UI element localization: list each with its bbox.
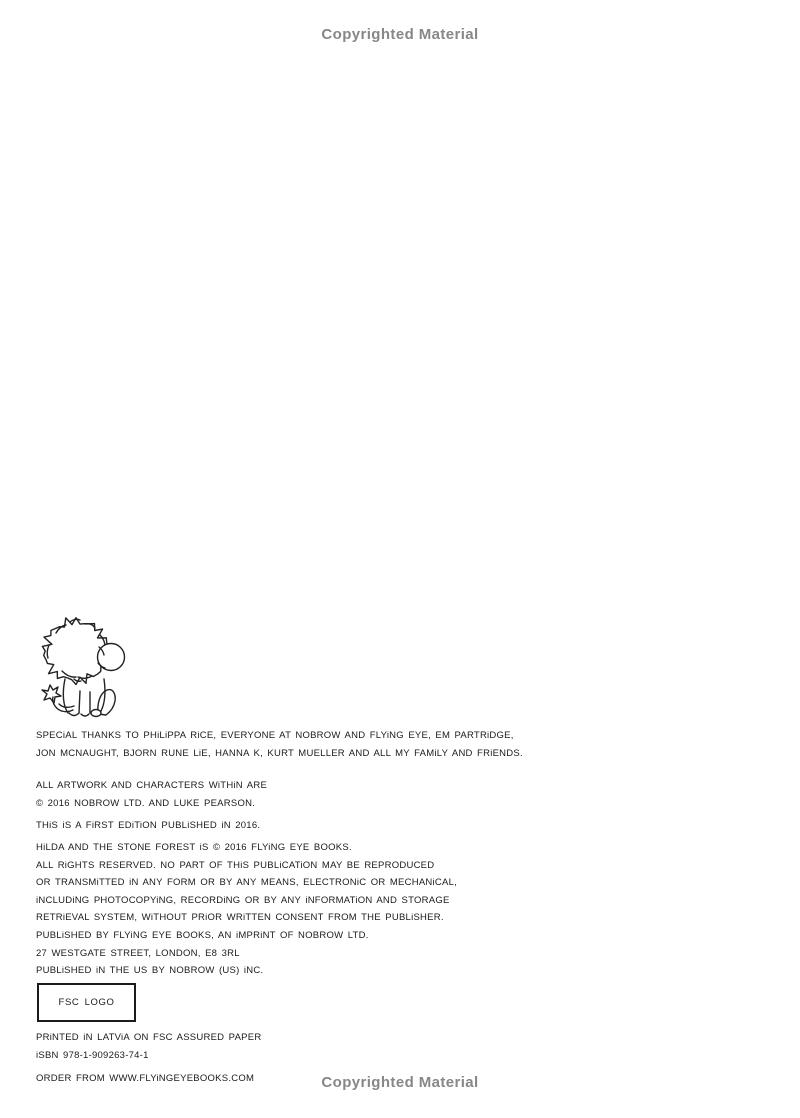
text-line: HiLDA AND THE STONE FOREST iS © 2016 FLYiNG EYE BOOKS. [36,842,352,853]
tail-inner-line [59,704,74,707]
text-line: ALL ARTWORK AND CHARACTERS WiTHiN ARE [36,780,268,791]
text-line: iNCLUDiNG PHOTOCOPYiNG, RECORDiNG OR BY ANY iNFORMATiON AND STORAGE [36,894,450,906]
fsc-logo-label: FSC LOGO [58,997,115,1008]
foot-right [91,710,101,717]
text-line: © 2016 NOBROW LTD. AND LUKE PEARSON. [36,797,256,809]
text-line: PRiNTED iN LATViA ON FSC ASSURED PAPER [36,1032,262,1043]
isbn-line: iSBN 978-1-909263-74-1 [36,1049,149,1061]
order-url-paragraph [36,1070,254,1088]
special-thanks-paragraph [36,727,523,762]
order-url-line: ORDER FROM WWW.FLYiNGEYEBOOKS.COM [36,1073,255,1084]
text-line: PUBLiSHED iN THE US BY NOBROW (US) iNC. [36,965,264,976]
artwork-copyright-paragraph [36,777,267,812]
watermark-bottom: Copyrighted Material [321,1074,479,1091]
creature-sketch-illustration [28,613,128,725]
text-line: PUBLiSHED BY FLYiNG EYE BOOKS, AN iMPRiNT OF NOBROW LTD. [36,930,369,941]
tail-tuft [42,685,61,703]
paw-left [69,713,79,716]
fsc-logo-placeholder-box [37,983,136,1022]
text-line: OR TRANSMiTTED iN ANY FORM OR BY ANY MEANS, ELECTRONiC OR MECHANiCAL, [36,877,458,888]
printing-isbn-paragraph [36,1029,261,1064]
text-line: ALL RiGHTS RESERVED. NO PART OF THiS PUBLiCATiON MAY BE REPRODUCED [36,859,435,871]
text-line: JON MCNAUGHT, BJORN RUNE LiE, HANNA K, KURT MUELLER AND ALL MY FAMiLY AND FRiENDS. [36,747,523,759]
text-line: RETRiEVAL SYSTEM, WiTHOUT PRiOR WRiTTEN CONSENT FROM THE PUBLiSHER. [36,912,444,923]
paw-right [81,714,89,716]
front-leg-left [79,691,80,713]
text-line: 27 WESTGATE STREET, LONDON, E8 3RL [36,947,240,959]
publisher-paragraph [36,927,369,980]
text-line: SPECiAL THANKS TO PHiLiPPA RiCE, EVERYONE AT NOBROW AND FLYiNG EYE, EM PARTRiDGE, [36,730,514,741]
rights-paragraph [36,839,457,927]
text-line: THiS iS A FiRST EDiTiON PUBLiSHED iN 2016. [36,820,261,831]
watermark-top: Copyrighted Material [321,26,479,43]
edition-paragraph [36,817,260,835]
